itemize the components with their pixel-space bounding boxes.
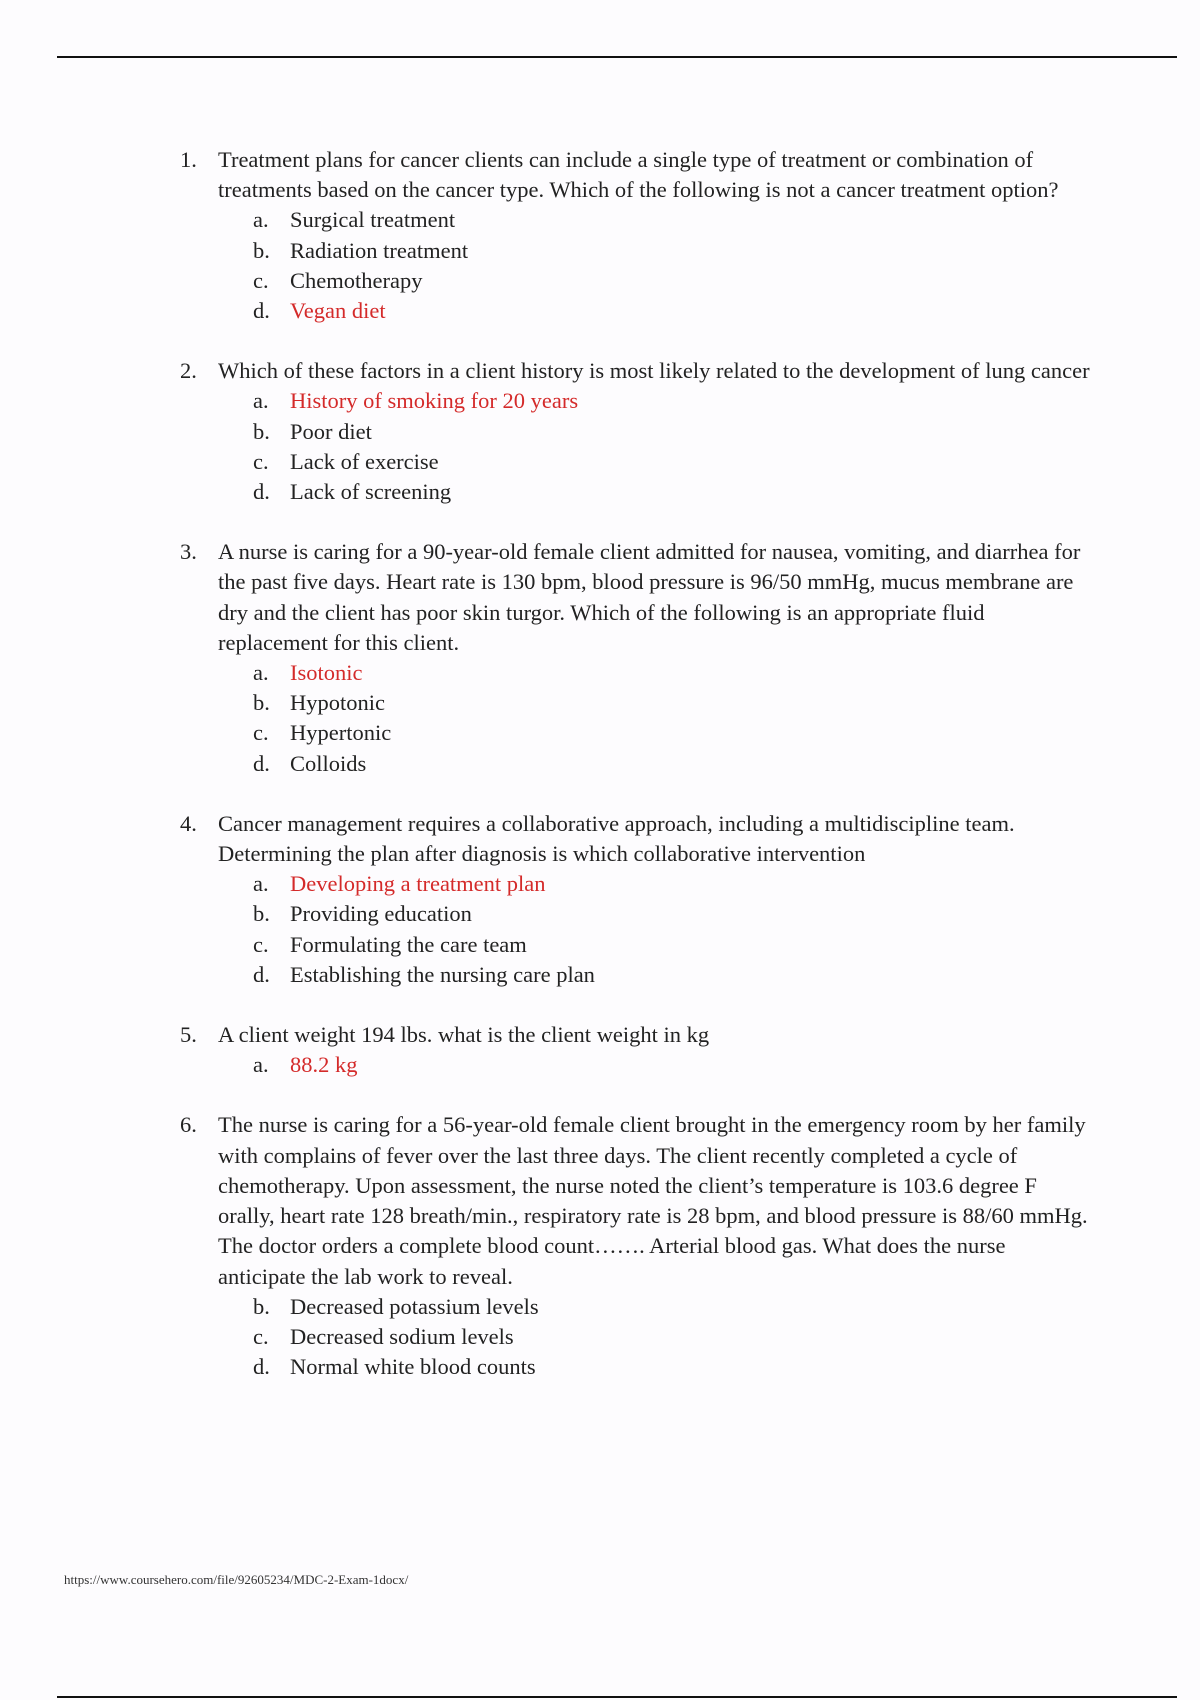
option-letter: d. xyxy=(253,1354,270,1380)
option-letter: c. xyxy=(253,720,269,746)
option-text: Lack of screening xyxy=(290,479,452,505)
option-text: Normal white blood counts xyxy=(290,1354,536,1380)
option-text: Establishing the nursing care plan xyxy=(290,961,595,987)
option xyxy=(0,477,1200,507)
question-2 xyxy=(0,356,1200,507)
option-letter: a. xyxy=(253,207,269,233)
question-stem xyxy=(0,537,1200,658)
option-letter: b. xyxy=(253,1293,270,1319)
option-letter: d. xyxy=(253,750,270,776)
question-6 xyxy=(0,1110,1200,1382)
question-number: 4. xyxy=(180,810,197,836)
option-text: Lack of exercise xyxy=(290,448,439,474)
option xyxy=(0,718,1200,748)
source-url[interactable]: https://www.coursehero.com/file/92605234/MDC-2-Exam-1docx/ xyxy=(64,1572,409,1587)
question-1 xyxy=(0,145,1200,326)
question-number: 1. xyxy=(180,147,197,172)
question-stem xyxy=(0,145,1200,205)
option-letter: d. xyxy=(253,298,270,324)
question-number: 6. xyxy=(180,1112,197,1138)
option xyxy=(0,1352,1200,1382)
correct-answer-text: Isotonic xyxy=(290,660,363,686)
option-letter: b. xyxy=(253,690,270,716)
header-rule xyxy=(57,56,1177,58)
question-text: Which of these factors in a client history is most likely related to the development of lung cancer xyxy=(218,358,1090,384)
correct-answer-text: Vegan diet xyxy=(290,298,386,324)
option-letter: b. xyxy=(253,418,270,444)
option-letter: b. xyxy=(253,901,270,927)
option-text: Decreased sodium levels xyxy=(290,1323,514,1349)
option-letter: a. xyxy=(253,1052,269,1078)
option xyxy=(0,417,1200,447)
question-stem xyxy=(0,356,1200,386)
option-text: Radiation treatment xyxy=(290,237,469,263)
correct-answer-text: Developing a treatment plan xyxy=(290,871,546,897)
option xyxy=(0,266,1200,296)
correct-answer-text: 88.2 kg xyxy=(290,1052,358,1078)
option-letter: b. xyxy=(253,237,270,263)
question-5 xyxy=(0,1020,1200,1080)
question-number: 3. xyxy=(180,539,197,565)
question-text: Treatment plans for cancer clients can include a single type of treatment or combination of treatments based on the cancer type. Which of the following is not a cancer treatment option? xyxy=(218,147,1059,203)
option xyxy=(0,688,1200,718)
option-text: Formulating the care team xyxy=(290,931,527,957)
question-text: The nurse is caring for a 56-year-old female client brought in the emergency room by her family with complains of fever over the last three days. The client recently completed a cycle of chemotherapy. Upon assessment, the nurse noted the client’s temperature is 103.6 degree F orally, heart rate 128 breath/min., respiratory rate is 28 bpm, and blood pressure is 88/60 mmHg. The doctor orders a complete blood count……. Arterial blood gas. What does the nurse anticipate the lab work to reveal. xyxy=(218,1112,1088,1289)
option-letter: c. xyxy=(253,1323,269,1349)
option-text: Decreased potassium levels xyxy=(290,1293,539,1319)
question-number: 5. xyxy=(180,1022,197,1048)
option xyxy=(0,205,1200,235)
question-list xyxy=(0,145,1200,1412)
option-text: Hypotonic xyxy=(290,690,385,716)
question-stem xyxy=(0,1110,1200,1291)
option-letter: a. xyxy=(253,871,269,897)
option-text: Hypertonic xyxy=(290,720,392,746)
option xyxy=(0,930,1200,960)
answer-option xyxy=(0,658,1200,688)
option-letter: c. xyxy=(253,267,269,293)
option-text: Chemotherapy xyxy=(290,267,423,293)
question-stem xyxy=(0,809,1200,869)
answer-option xyxy=(0,296,1200,326)
question-text: A nurse is caring for a 90-year-old female client admitted for nausea, vomiting, and diarrhea for the past five days. Heart rate is 130 bpm, blood pressure is 96/50 mmHg, mucus membrane are dry and the client has poor skin turgor. Which of the following is an appropriate fluid replacement for this client. xyxy=(218,539,1081,655)
question-number: 2. xyxy=(180,358,197,384)
question-3 xyxy=(0,537,1200,779)
question-text: A client weight 194 lbs. what is the client weight in kg xyxy=(218,1022,710,1048)
option xyxy=(0,899,1200,929)
question-stem xyxy=(0,1020,1200,1050)
question-4 xyxy=(0,809,1200,990)
footer-rule xyxy=(57,1696,1177,1698)
option-letter: d. xyxy=(253,479,270,505)
option xyxy=(0,749,1200,779)
question-text: Cancer management requires a collaborative approach, including a multidiscipline team. Determining the plan after diagnosis is which collaborative intervention xyxy=(218,810,1015,867)
option-letter: d. xyxy=(253,961,270,987)
correct-answer-text: History of smoking for 20 years xyxy=(290,388,579,414)
option xyxy=(0,236,1200,266)
option-text: Poor diet xyxy=(290,418,372,444)
option-letter: c. xyxy=(253,448,269,474)
answer-option xyxy=(0,386,1200,416)
option-letter: a. xyxy=(253,388,269,414)
answer-option xyxy=(0,1050,1200,1080)
option xyxy=(0,447,1200,477)
option xyxy=(0,1292,1200,1322)
option-text: Surgical treatment xyxy=(290,207,456,233)
option-letter: c. xyxy=(253,931,269,957)
option-text: Colloids xyxy=(290,750,367,776)
option-letter: a. xyxy=(253,660,269,686)
answer-option xyxy=(0,869,1200,899)
option xyxy=(0,960,1200,990)
option-text: Providing education xyxy=(290,901,472,927)
option xyxy=(0,1322,1200,1352)
